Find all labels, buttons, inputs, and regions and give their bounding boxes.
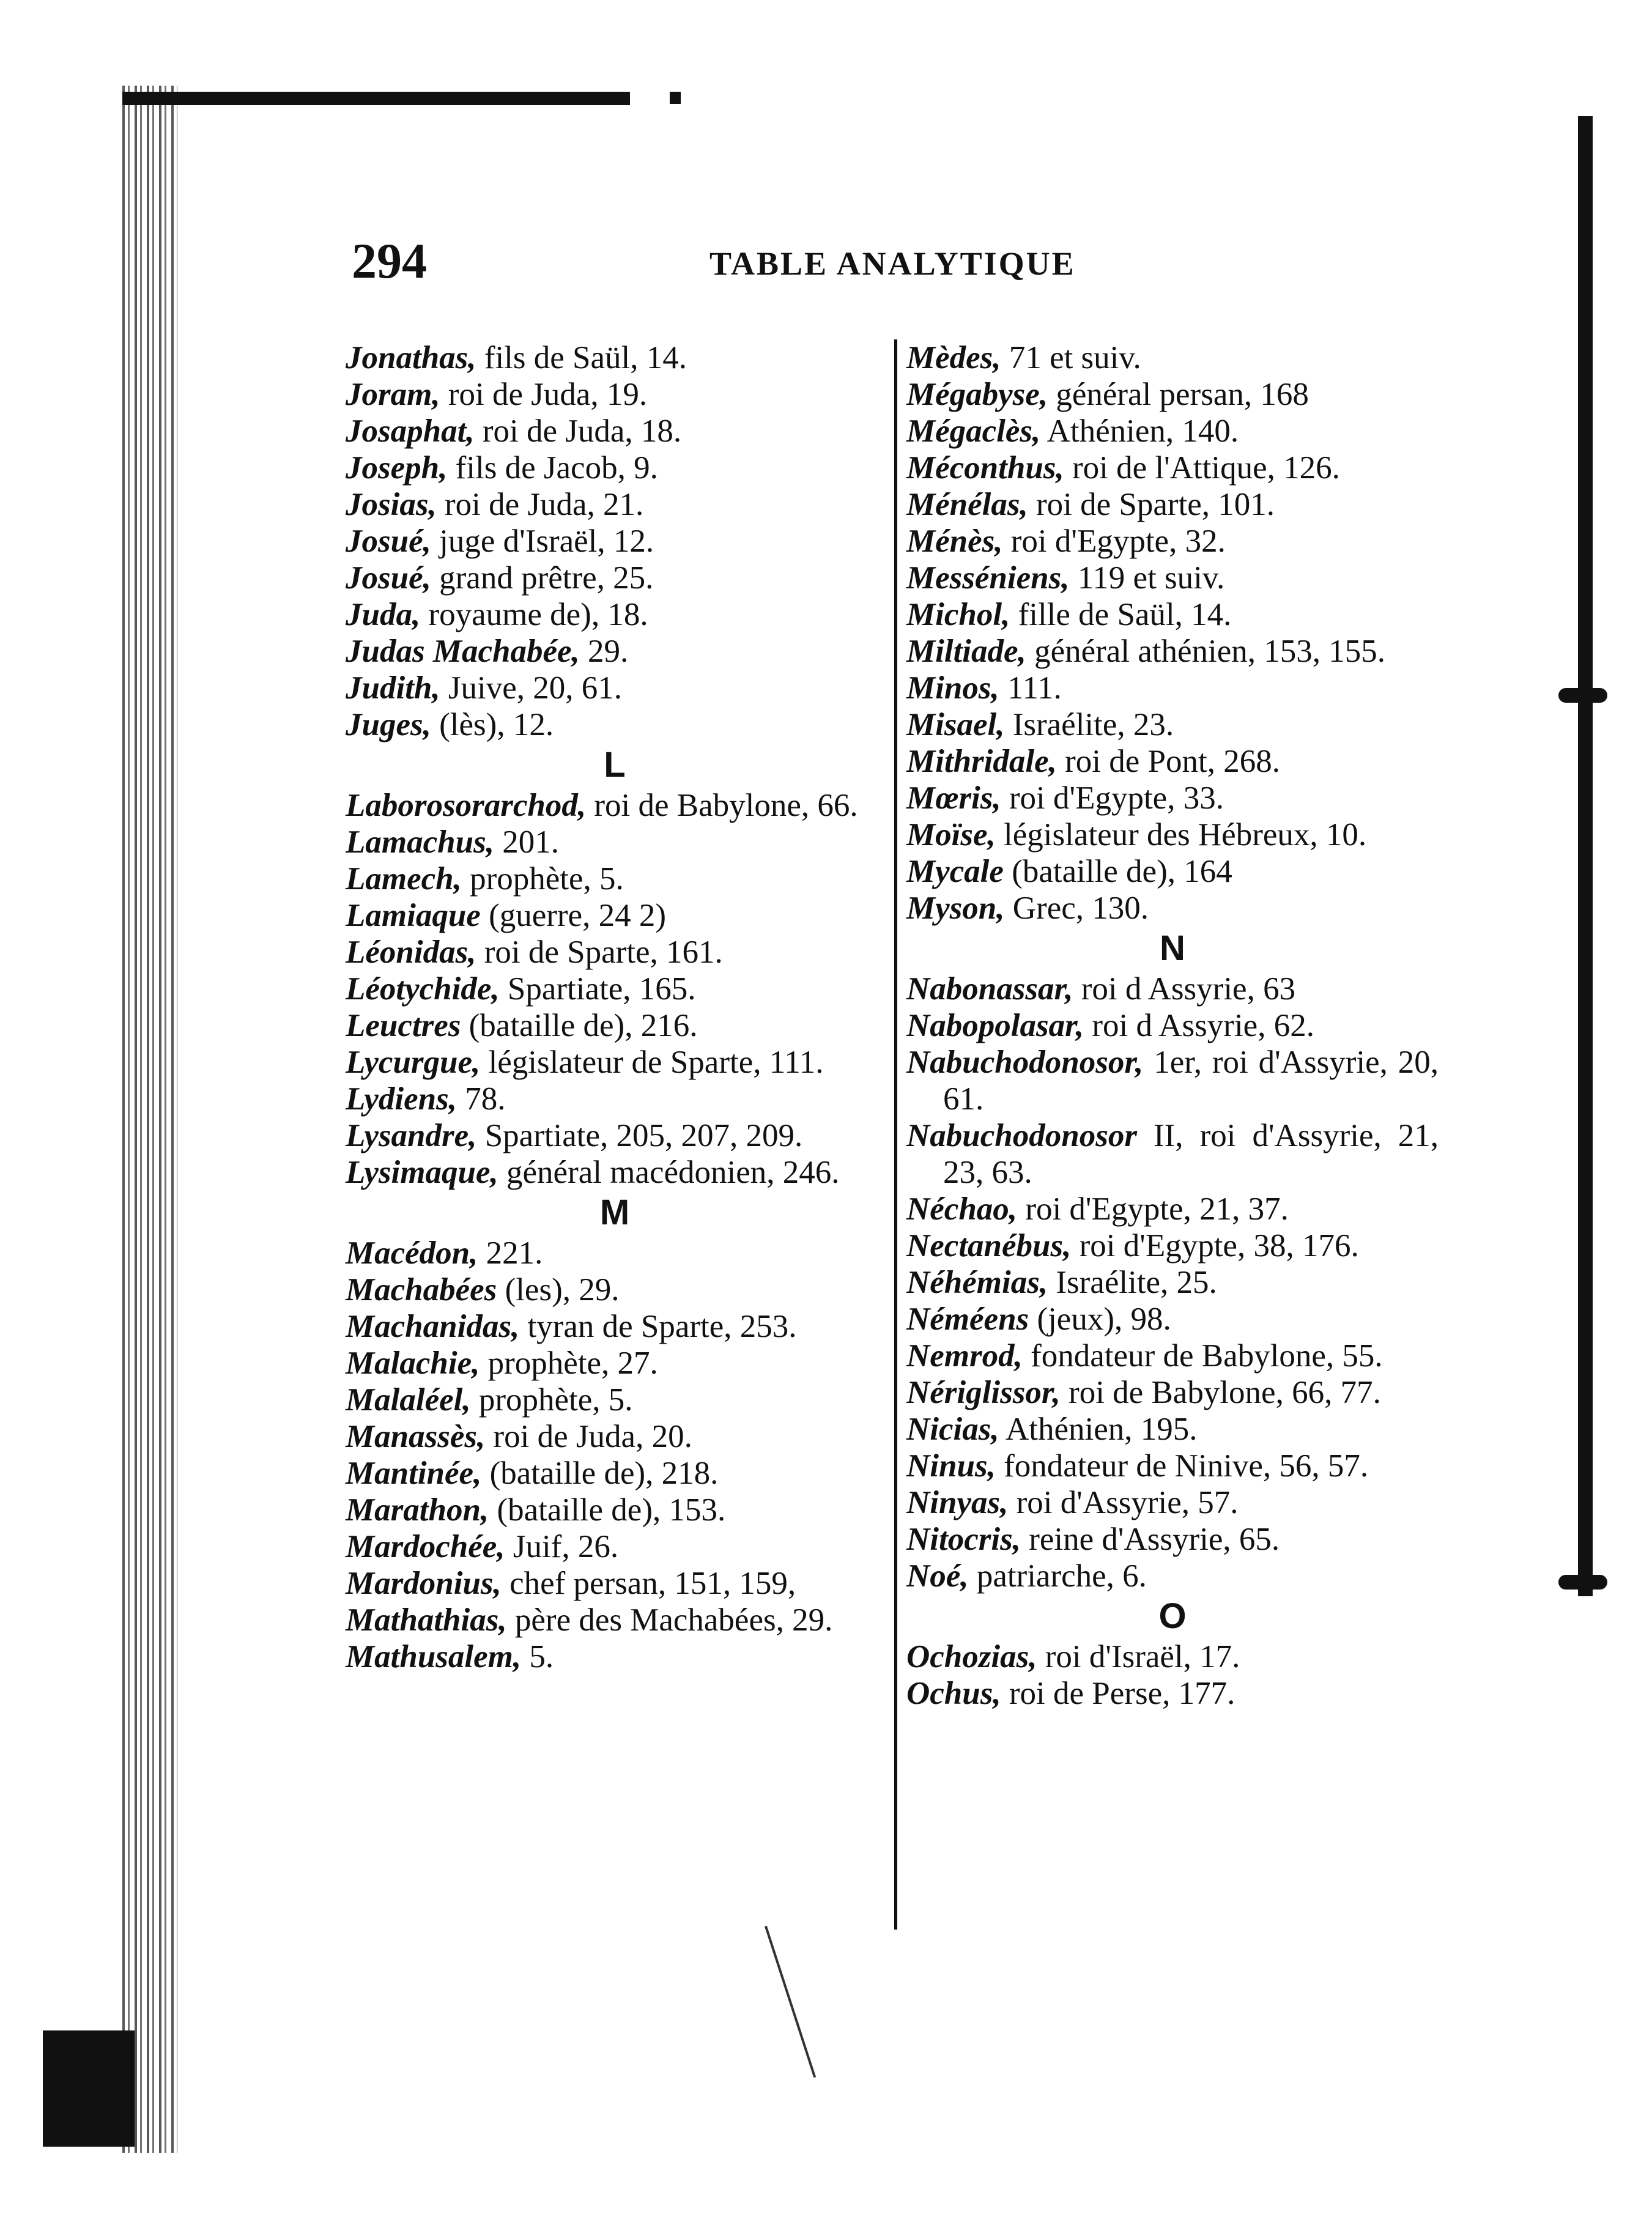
entry-name: Ménès, — [906, 524, 1003, 559]
index-entry — [906, 1117, 1439, 1191]
entry-name: Nicias, — [906, 1412, 999, 1447]
entry-name: Michol, — [906, 597, 1010, 632]
entry-detail: général macédonien, 246. — [498, 1155, 840, 1190]
entry-name: Lamiaque — [346, 898, 481, 933]
entry-detail: roi de Juda, 21. — [436, 487, 644, 522]
index-entry — [906, 1044, 1439, 1117]
entry-detail: Juif, 26. — [505, 1529, 619, 1564]
index-entry — [906, 816, 1439, 853]
entry-detail: roi de l'Attique, 126. — [1064, 450, 1340, 486]
section-letter: O — [1158, 1596, 1187, 1636]
entry-name: Ochozias, — [906, 1639, 1037, 1675]
index-entry — [346, 971, 884, 1007]
entry-name: Moïse, — [906, 817, 996, 853]
entry-detail: Spartiate, 205, 207, 209. — [476, 1118, 803, 1153]
scan-binding-knob — [1558, 688, 1607, 703]
entry-detail: père des Machabées, 29. — [506, 1602, 833, 1638]
scan-top-marks — [612, 92, 685, 105]
entry-name: Myson, — [906, 890, 1005, 926]
entry-detail: général persan, 168 — [1048, 377, 1309, 412]
entry-detail: (bataille de), 153. — [489, 1492, 726, 1528]
index-entry — [906, 780, 1439, 816]
index-entry — [346, 670, 884, 706]
index-column-left — [346, 339, 884, 1675]
entry-name: Josaphat, — [346, 413, 475, 449]
entry-detail: II, roi d'Assyrie, 21, 23, 63. — [943, 1118, 1439, 1190]
entry-name: Mathathias, — [346, 1602, 507, 1638]
index-entry — [346, 861, 884, 897]
index-entry — [346, 1117, 884, 1154]
entry-name: Mithridale, — [906, 744, 1057, 779]
entry-detail: législateur de Sparte, 111. — [480, 1045, 824, 1080]
entry-name: Misael, — [906, 707, 1005, 742]
entry-detail: (guerre, 24 2) — [480, 898, 666, 933]
entry-detail: (bataille de), 216. — [461, 1008, 698, 1043]
index-entry — [906, 376, 1439, 413]
index-entry — [906, 339, 1439, 376]
index-entry — [346, 633, 884, 670]
entry-name: Minos, — [906, 670, 999, 706]
entry-name: Néhémias, — [906, 1265, 1048, 1300]
entry-detail: (bataille de), 218. — [481, 1456, 719, 1491]
entry-name: Méconthus, — [906, 450, 1064, 486]
index-entry — [906, 1191, 1439, 1227]
entry-name: Ninyas, — [906, 1485, 1009, 1520]
index-entry — [346, 824, 884, 861]
index-entry — [346, 897, 884, 934]
entry-name: Mardonius, — [346, 1566, 502, 1601]
entry-detail: 71 et suiv. — [1001, 340, 1141, 376]
entry-name: Mégaclès, — [906, 413, 1041, 449]
index-entry — [906, 596, 1439, 633]
entry-detail: royaume de), 18. — [420, 597, 648, 632]
index-entry — [346, 1528, 884, 1565]
entry-name: Josué, — [346, 560, 431, 596]
entry-detail: Athénien, 140. — [1040, 413, 1239, 449]
index-entry — [346, 1271, 884, 1308]
index-entry — [346, 339, 884, 376]
entry-name: Machanidas, — [346, 1309, 520, 1344]
index-entry — [906, 1638, 1439, 1675]
index-entry — [906, 1264, 1439, 1301]
scan-edge-artifact — [122, 86, 177, 2153]
entry-name: Ninus, — [906, 1448, 996, 1484]
index-entry — [906, 706, 1439, 743]
index-entry — [906, 1338, 1439, 1374]
index-entry — [346, 706, 884, 743]
index-entry — [346, 523, 884, 560]
entry-name: Nabopolasar, — [906, 1008, 1084, 1043]
index-entry — [906, 523, 1439, 560]
entry-detail: 78. — [457, 1081, 506, 1117]
entry-detail: roi d'Israël, 17. — [1037, 1639, 1240, 1675]
index-entry — [346, 450, 884, 486]
entry-name: Mantinée, — [346, 1456, 482, 1491]
entry-detail: 119 et suiv. — [1069, 560, 1225, 596]
index-column-right — [906, 339, 1439, 1712]
entry-detail: législateur des Hébreux, 10. — [995, 817, 1367, 853]
index-entry — [346, 1638, 884, 1675]
index-entry — [346, 1081, 884, 1117]
index-entry — [346, 596, 884, 633]
section-letter: M — [599, 1193, 630, 1232]
entry-detail: chef persan, 151, 159, — [501, 1566, 796, 1601]
entry-name: Noé, — [906, 1558, 969, 1594]
entry-name: Joseph, — [346, 450, 448, 486]
entry-name: Judas Machabée, — [346, 634, 580, 669]
index-entry — [906, 1484, 1439, 1521]
scan-right-binding — [1578, 116, 1593, 1596]
index-entry — [906, 1227, 1439, 1264]
entry-detail: roi d'Egypte, 33. — [1001, 780, 1224, 816]
index-entry — [906, 450, 1439, 486]
entry-detail: général athénien, 153, 155. — [1026, 634, 1386, 669]
entry-name: Néméens — [906, 1301, 1029, 1337]
section-letter: N — [1160, 928, 1185, 968]
entry-detail: roi de Sparte, 101. — [1028, 487, 1275, 522]
index-entry — [906, 1558, 1439, 1594]
page-number: 294 — [352, 233, 427, 289]
entry-name: Mycale — [906, 854, 1004, 889]
entry-detail: grand prêtre, 25. — [431, 560, 654, 596]
entry-detail: Spartiate, 165. — [499, 971, 696, 1007]
index-entry — [906, 1448, 1439, 1484]
index-entry — [346, 1235, 884, 1271]
entry-detail: Juive, 20, 61. — [440, 670, 623, 706]
index-entry — [906, 1675, 1439, 1712]
entry-name: Nabuchodonosor, — [906, 1045, 1144, 1080]
entry-name: Mathusalem, — [346, 1639, 522, 1675]
entry-detail: roi de Babylone, 66. — [586, 788, 858, 823]
index-entry — [906, 1411, 1439, 1448]
entry-name: Marathon, — [346, 1492, 489, 1528]
entry-name: Leuctres — [346, 1008, 461, 1043]
entry-name: Malachie, — [346, 1345, 480, 1381]
entry-detail: roi de Pont, 268. — [1056, 744, 1281, 779]
entry-name: Joram, — [346, 377, 440, 412]
entry-detail: roi de Perse, 177. — [1001, 1676, 1235, 1711]
index-entry — [346, 1007, 884, 1044]
entry-name: Josué, — [346, 524, 431, 559]
entry-detail: 111. — [999, 670, 1062, 706]
entry-name: Ménélas, — [906, 487, 1028, 522]
entry-name: Manassès, — [346, 1419, 486, 1454]
entry-detail: roi de Juda, 19. — [440, 377, 648, 412]
index-entry — [906, 971, 1439, 1007]
index-entry — [346, 1602, 884, 1638]
index-entry — [906, 853, 1439, 890]
entry-name: Lysandre, — [346, 1118, 477, 1153]
entry-detail: roi de Sparte, 161. — [476, 935, 723, 970]
entry-detail: roi d Assyrie, 63 — [1073, 971, 1296, 1007]
entry-detail: (les), 29. — [497, 1272, 620, 1308]
entry-name: Mégabyse, — [906, 377, 1048, 412]
entry-name: Judith, — [346, 670, 440, 706]
entry-name: Josias, — [346, 487, 437, 522]
section-letter: L — [604, 745, 626, 785]
index-entry — [346, 376, 884, 413]
index-entry — [906, 670, 1439, 706]
index-entry — [346, 1492, 884, 1528]
entry-name: Malaléel, — [346, 1382, 471, 1418]
entry-detail: tyran de Sparte, 253. — [519, 1309, 797, 1344]
entry-name: Nitocris, — [906, 1522, 1021, 1557]
scan-top-rule — [122, 92, 630, 105]
scan-streak — [765, 1926, 816, 2078]
page-header — [352, 232, 1416, 300]
entry-detail: fille de Saül, 14. — [1010, 597, 1232, 632]
entry-detail: fils de Saül, 14. — [476, 340, 687, 376]
entry-detail: 1er, roi d'Assyrie, 20, 61. — [943, 1045, 1439, 1117]
index-entry — [906, 1007, 1439, 1044]
entry-detail: Israélite, 23. — [1004, 707, 1174, 742]
index-entry — [906, 486, 1439, 523]
running-title: TABLE ANALYTIQUE — [709, 245, 1076, 282]
entry-name: Juda, — [346, 597, 421, 632]
entry-detail: roi d'Egypte, 38, 176. — [1071, 1228, 1359, 1264]
index-entry — [346, 1382, 884, 1418]
index-entry — [346, 934, 884, 971]
entry-detail: roi d'Egypte, 32. — [1002, 524, 1226, 559]
entry-detail: Grec, 130. — [1004, 890, 1149, 926]
entry-name: Messéniens, — [906, 560, 1070, 596]
entry-detail: roi d'Assyrie, 57. — [1008, 1485, 1239, 1520]
entry-name: Léonidas, — [346, 935, 476, 970]
index-entry — [346, 486, 884, 523]
index-entry — [346, 1565, 884, 1602]
entry-name: Léotychide, — [346, 971, 500, 1007]
entry-name: Nectanébus, — [906, 1228, 1072, 1264]
entry-name: Macédon, — [346, 1235, 478, 1271]
entry-detail: prophète, 5. — [461, 861, 624, 897]
entry-detail: roi de Babylone, 66, 77. — [1060, 1375, 1381, 1410]
index-entry — [906, 890, 1439, 927]
index-entry — [346, 1455, 884, 1492]
entry-detail: roi de Juda, 20. — [485, 1419, 692, 1454]
entry-name: Lysimaque, — [346, 1155, 498, 1190]
index-entry — [346, 1044, 884, 1081]
entry-detail: (lès), 12. — [431, 707, 554, 742]
entry-name: Nériglissor, — [906, 1375, 1061, 1410]
entry-detail: reine d'Assyrie, 65. — [1020, 1522, 1280, 1557]
entry-name: Lamech, — [346, 861, 462, 897]
column-divider — [894, 339, 897, 1930]
index-entry — [906, 1301, 1439, 1338]
entry-name: Miltiade, — [906, 634, 1026, 669]
entry-detail: roi de Juda, 18. — [474, 413, 682, 449]
entry-detail: fondateur de Babylone, 55. — [1022, 1338, 1383, 1374]
entry-detail: 221. — [478, 1235, 543, 1271]
entry-detail: (bataille de), 164 — [1003, 854, 1232, 889]
index-entry — [906, 1374, 1439, 1411]
index-entry — [906, 560, 1439, 596]
scan-corner-artifact — [43, 2030, 135, 2147]
entry-name: Laborosorarchod, — [346, 788, 587, 823]
entry-detail: patriarche, 6. — [968, 1558, 1147, 1594]
index-entry — [906, 633, 1439, 670]
index-entry — [906, 743, 1439, 780]
index-entry — [346, 1345, 884, 1382]
entry-detail: juge d'Israël, 12. — [431, 524, 654, 559]
entry-name: Jonathas, — [346, 340, 476, 376]
entry-detail: fondateur de Ninive, 56, 57. — [995, 1448, 1369, 1484]
entry-name: Nabonassar, — [906, 971, 1073, 1007]
index-entry — [346, 560, 884, 596]
index-entry — [346, 1154, 884, 1191]
index-entry — [906, 1521, 1439, 1558]
entry-name: Lamachus, — [346, 824, 494, 860]
entry-detail: 29. — [579, 634, 629, 669]
index-entry — [346, 1418, 884, 1455]
entry-detail: prophète, 27. — [480, 1345, 658, 1381]
entry-name: Nemrod, — [906, 1338, 1023, 1374]
entry-name: Ochus, — [906, 1676, 1001, 1711]
index-entry — [346, 413, 884, 450]
entry-detail: 5. — [521, 1639, 554, 1675]
entry-detail: roi d'Egypte, 21, 37. — [1017, 1191, 1289, 1227]
entry-name: Machabées — [346, 1272, 497, 1308]
entry-name: Néchao, — [906, 1191, 1018, 1227]
index-entry — [346, 787, 884, 824]
entry-detail: prophète, 5. — [470, 1382, 633, 1418]
entry-detail: 201. — [494, 824, 559, 860]
entry-detail: roi d Assyrie, 62. — [1084, 1008, 1314, 1043]
entry-detail: Israélite, 25. — [1048, 1265, 1217, 1300]
entry-detail: (jeux), 98. — [1029, 1301, 1171, 1337]
entry-name: Mœris, — [906, 780, 1001, 816]
entry-name: Juges, — [346, 707, 431, 742]
entry-name: Nabuchodonosor — [906, 1118, 1137, 1153]
scan-binding-knob — [1558, 1575, 1607, 1590]
entry-name: Mèdes, — [906, 340, 1001, 376]
entry-name: Lydiens, — [346, 1081, 457, 1117]
index-entry — [346, 1308, 884, 1345]
index-entry — [906, 413, 1439, 450]
entry-name: Mardochée, — [346, 1529, 505, 1564]
entry-name: Lycurgue, — [346, 1045, 481, 1080]
entry-detail: Athénien, 195. — [999, 1412, 1198, 1447]
entry-detail: fils de Jacob, 9. — [447, 450, 658, 486]
